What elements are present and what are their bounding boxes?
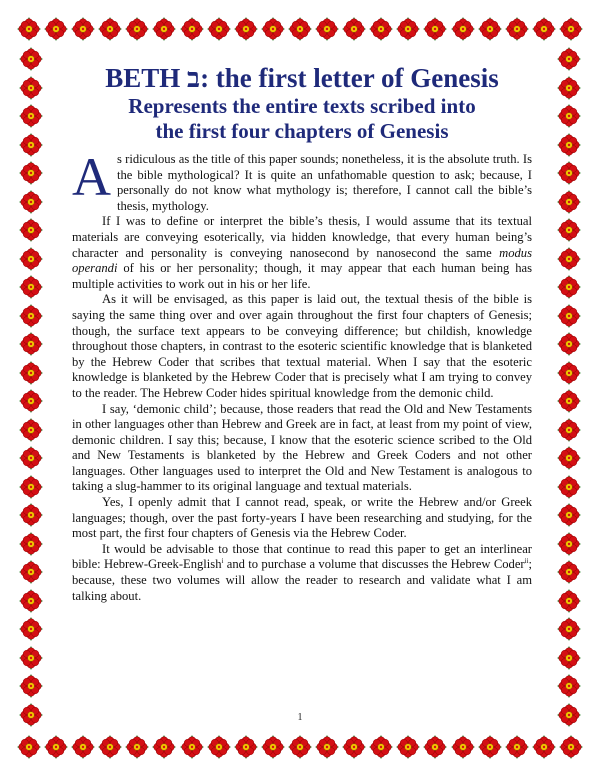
red-flower-icon xyxy=(18,588,44,614)
right-flower-border xyxy=(554,46,584,728)
red-flower-icon xyxy=(341,734,367,760)
red-flower-icon xyxy=(18,132,44,158)
red-flower-icon xyxy=(395,734,421,760)
paragraph-4: I say, ‘demonic child’; because, those readers that read the Old and New Testaments in other languages other than Hebrew and Greek are in fact, at least from my point of view, demonic children. I say this; because, I know that the esoteric science scribed to the Old and New Testaments is blanketed by the Hebrew and Greek Coders and not other languages. Other languages used to interpret the Old and New Testament is analogous to taking a slug-hammer to its original language and textual materials. xyxy=(72,401,532,494)
red-flower-icon xyxy=(18,531,44,557)
page-title: BETH ב: the first letter of Genesis xyxy=(105,63,499,93)
red-flower-icon xyxy=(18,75,44,101)
red-flower-icon xyxy=(18,246,44,272)
red-flower-icon xyxy=(556,474,582,500)
red-flower-icon xyxy=(556,502,582,528)
red-flower-icon xyxy=(18,103,44,129)
paragraph-3: As it will be envisaged, as this paper is laid out, the textual thesis of the bible is saying the same thing over and over again throughout the first four chapters of Genesis; though, the surface text appears to be conveying difference; but childish, knowledge throughout those chapters, in contrast to the esoteric scientific knowledge that is blanketed by the Hebrew Coder that scribes that textual material. When I say that the esoteric knowledge is blanketed by the Hebrew Coder that is precisely what I am trying to convey to the reader. The Hebrew Coder hides spiritual knowledge from the demonic child. xyxy=(72,292,532,400)
bottom-flower-border xyxy=(16,732,584,762)
red-flower-icon xyxy=(395,16,421,42)
red-flower-icon xyxy=(556,645,582,671)
red-flower-icon xyxy=(556,46,582,72)
footnote-ref-1[interactable]: i xyxy=(221,557,224,566)
red-flower-icon xyxy=(556,132,582,158)
red-flower-icon xyxy=(556,331,582,357)
paragraph-1 xyxy=(72,147,532,214)
red-flower-icon xyxy=(477,734,503,760)
red-flower-icon xyxy=(556,588,582,614)
red-flower-icon xyxy=(556,189,582,215)
footnote-ref-2[interactable]: ii xyxy=(524,557,529,566)
red-flower-icon xyxy=(450,734,476,760)
paragraph-6-text-b: and to purchase a volume that discusses the Hebrew Coder xyxy=(226,557,525,572)
red-flower-icon xyxy=(18,46,44,72)
paragraph-6-text-a: It would be advisable to those that continue to read this paper to get an interlinear bible: Hebrew-Greek-English xyxy=(72,541,532,572)
red-flower-icon xyxy=(556,616,582,642)
red-flower-icon xyxy=(477,16,503,42)
paragraph-6-text-c: ; because, these two volumes will allow the reader to research and validate what I am talking about. xyxy=(72,557,533,603)
red-flower-icon xyxy=(97,734,123,760)
red-flower-icon xyxy=(287,734,313,760)
red-flower-icon xyxy=(556,160,582,186)
document-body xyxy=(72,62,532,604)
red-flower-icon xyxy=(18,474,44,500)
red-flower-icon xyxy=(260,16,286,42)
red-flower-icon xyxy=(124,16,150,42)
red-flower-icon xyxy=(18,445,44,471)
red-flower-icon xyxy=(18,502,44,528)
paragraph-1-text: s ridiculous as the title of this paper sounds; nonetheless, it is the absolute truth. Is the bible mythological? It is quite an unfathomable question to ask; because, I personally do not know what mythology is; therefore, I cannot call the bible’s thesis, mythology. xyxy=(117,152,532,213)
subtitle-line-1: Represents the entire texts scribed into xyxy=(128,94,476,118)
paragraph-2 xyxy=(72,214,532,292)
red-flower-icon xyxy=(179,734,205,760)
page-number: 1 xyxy=(297,712,303,723)
paragraph-2-italic: modus operandi xyxy=(72,245,532,276)
red-flower-icon xyxy=(504,16,530,42)
red-flower-icon xyxy=(151,16,177,42)
red-flower-icon xyxy=(206,734,232,760)
red-flower-icon xyxy=(18,388,44,414)
red-flower-icon xyxy=(314,734,340,760)
red-flower-icon xyxy=(556,445,582,471)
red-flower-icon xyxy=(18,189,44,215)
left-flower-border xyxy=(16,46,46,728)
red-flower-icon xyxy=(179,16,205,42)
red-flower-icon xyxy=(287,16,313,42)
red-flower-icon xyxy=(558,16,584,42)
red-flower-icon xyxy=(556,360,582,386)
red-flower-icon xyxy=(368,734,394,760)
red-flower-icon xyxy=(18,360,44,386)
red-flower-icon xyxy=(556,559,582,585)
drop-cap: A xyxy=(72,147,111,207)
red-flower-icon xyxy=(206,16,232,42)
red-flower-icon xyxy=(70,734,96,760)
red-flower-icon xyxy=(556,673,582,699)
red-flower-icon xyxy=(314,16,340,42)
red-flower-icon xyxy=(422,734,448,760)
red-flower-icon xyxy=(16,734,42,760)
red-flower-icon xyxy=(531,16,557,42)
red-flower-icon xyxy=(18,673,44,699)
red-flower-icon xyxy=(556,417,582,443)
paragraph-5: Yes, I openly admit that I cannot read, speak, or write the Hebrew and/or Greek languages; though, over the past forty-years I have been researching and studying, for the most part, the first four chapters of Genesis via the Hebrew Coder. xyxy=(72,495,532,541)
red-flower-icon xyxy=(18,303,44,329)
red-flower-icon xyxy=(233,734,259,760)
red-flower-icon xyxy=(368,16,394,42)
red-flower-icon xyxy=(18,645,44,671)
red-flower-icon xyxy=(18,331,44,357)
red-flower-icon xyxy=(124,734,150,760)
red-flower-icon xyxy=(556,388,582,414)
red-flower-icon xyxy=(233,16,259,42)
red-flower-icon xyxy=(260,734,286,760)
red-flower-icon xyxy=(556,531,582,557)
red-flower-icon xyxy=(97,16,123,42)
red-flower-icon xyxy=(556,103,582,129)
red-flower-icon xyxy=(556,217,582,243)
red-flower-icon xyxy=(558,734,584,760)
red-flower-icon xyxy=(504,734,530,760)
paragraph-6 xyxy=(72,542,532,604)
red-flower-icon xyxy=(18,217,44,243)
red-flower-icon xyxy=(151,734,177,760)
red-flower-icon xyxy=(43,16,69,42)
red-flower-icon xyxy=(18,417,44,443)
red-flower-icon xyxy=(556,75,582,101)
red-flower-icon xyxy=(422,16,448,42)
red-flower-icon xyxy=(556,246,582,272)
subtitle-line-2: the first four chapters of Genesis xyxy=(155,119,449,143)
red-flower-icon xyxy=(556,303,582,329)
red-flower-icon xyxy=(556,274,582,300)
red-flower-icon xyxy=(43,734,69,760)
red-flower-icon xyxy=(18,559,44,585)
body-text xyxy=(72,147,533,604)
red-flower-icon xyxy=(70,16,96,42)
paragraph-2-text-a: If I was to define or interpret the bible’s thesis, I would assume that its textual materials are conveying esoterically, via hidden knowledge, that every human being’s character and personality is conveying nanosecond by nanosecond the same xyxy=(72,214,532,260)
red-flower-icon xyxy=(18,160,44,186)
red-flower-icon xyxy=(16,16,42,42)
page-subtitle xyxy=(72,94,532,144)
red-flower-icon xyxy=(531,734,557,760)
top-flower-border xyxy=(16,14,584,44)
paragraph-2-text-b: of his or her personality; though, it may appear that each human being has multiple activities to work out in his or her life. xyxy=(72,261,532,291)
red-flower-icon xyxy=(450,16,476,42)
red-flower-icon xyxy=(341,16,367,42)
red-flower-icon xyxy=(18,616,44,642)
red-flower-icon xyxy=(18,274,44,300)
